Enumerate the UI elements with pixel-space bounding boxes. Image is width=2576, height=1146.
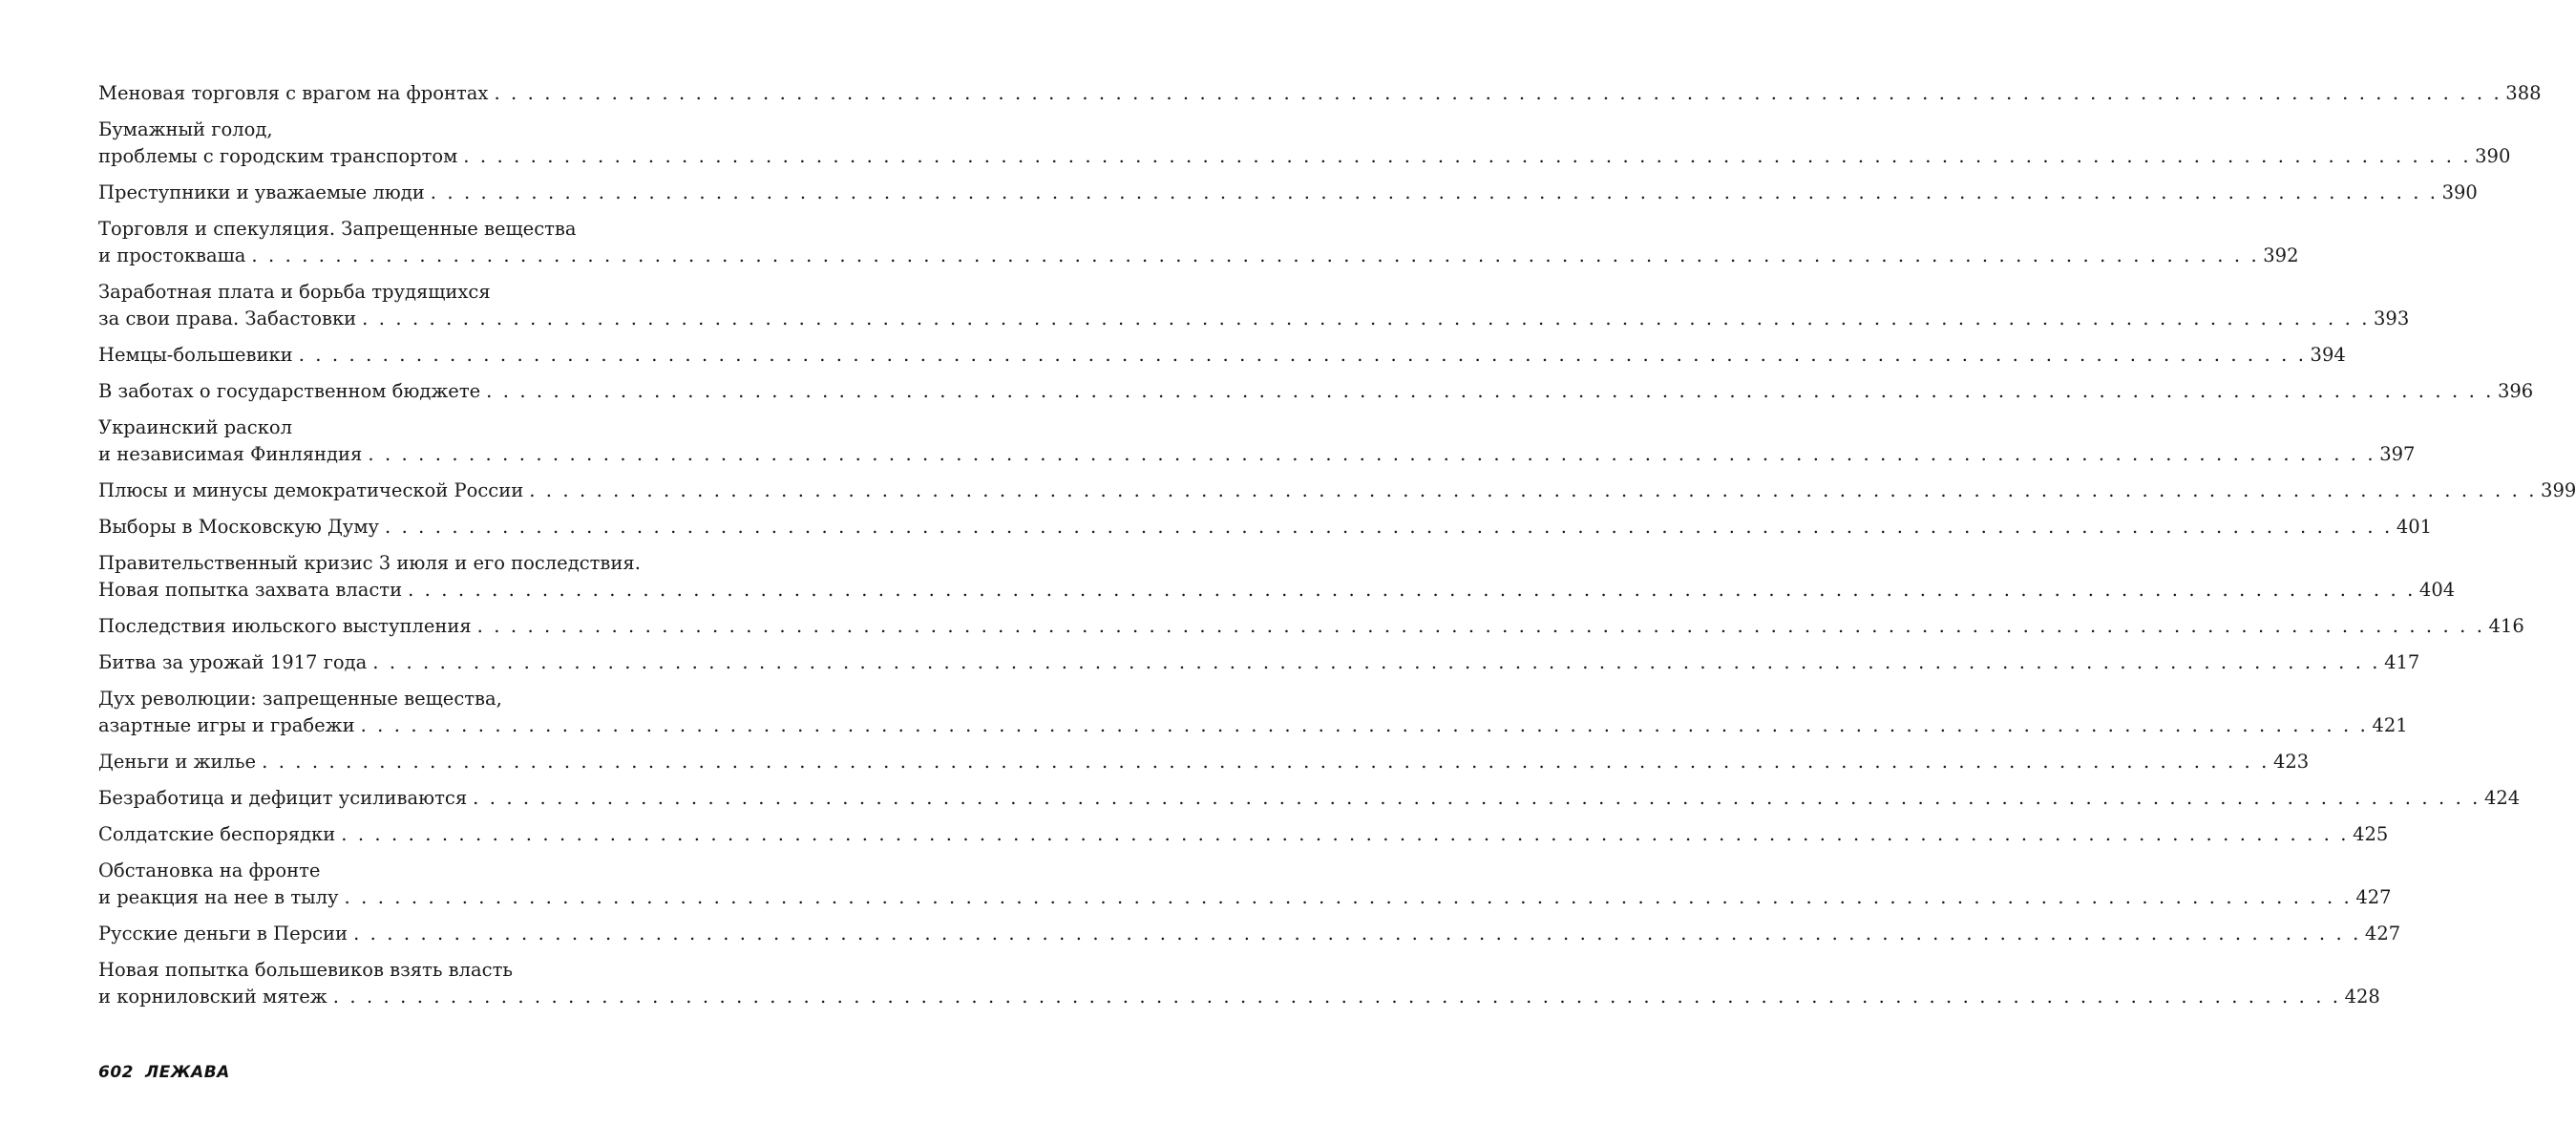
dot-leader: . . . . . . . . . . . . . . . . . . . . . . . . . . . . . . . . . . . . . . . . . . . . . . . . . . . . . . . . . . . . . . . . . . . . . . . . . . . . . . . . . . . . . . . . . . . . . . . . . . . . . . . . . . . . . . . . . . . . . . . . <box>408 579 2416 601</box>
toc-entry-title-line: проблемы с городским транспортом <box>98 145 458 167</box>
dot-leader: . . . . . . . . . . . . . . . . . . . . . . . . . . . . . . . . . . . . . . . . . . . . . . . . . . . . . . . . . . . . . . . . . . . . . . . . . . . . . . . . . . . . . . . . . . . . . . . . . . . . . . . . . . . . . . . . . . . . . . . . <box>344 886 2353 908</box>
toc-entry-title-line: Русские деньги в Персии <box>98 923 348 944</box>
toc-entry <box>98 378 2534 405</box>
dot-leader: . . . . . . . . . . . . . . . . . . . . . . . . . . . . . . . . . . . . . . . . . . . . . . . . . . . . . . . . . . . . . . . . . . . . . . . . . . . . . . . . . . . . . . . . . . . . . . . . . . . . . . . . . . . . . . . . . . . . . . . . <box>353 923 2361 944</box>
dot-leader: . . . . . . . . . . . . . . . . . . . . . . . . . . . . . . . . . . . . . . . . . . . . . . . . . . . . . . . . . . . . . . . . . . . . . . . . . . . . . . . . . . . . . . . . . . . . . . . . . . . . . . . . . . . . . . . . . . . . . . . . <box>251 244 2260 266</box>
toc-entry <box>98 957 2380 1010</box>
toc-entry <box>98 821 2389 848</box>
toc-entry-title-line: и реакция на нее в тылу <box>98 886 339 908</box>
dot-leader: . . . . . . . . . . . . . . . . . . . . . . . . . . . . . . . . . . . . . . . . . . . . . . . . . . . . . . . . . . . . . . . . . . . . . . . . . . . . . . . . . . . . . . . . . . . . . . . . . . . . . . . . . . . . . . . . . . . . . . . . <box>372 651 2381 673</box>
toc-entry-leader-row <box>98 649 2420 676</box>
toc-entry-leader-row <box>98 180 2478 206</box>
toc-entry-title-line: Новая попытка захвата власти <box>98 579 403 601</box>
toc-entry-title-line: азартные игры и грабежи <box>98 714 355 736</box>
toc-entry-leader-row <box>98 984 2380 1010</box>
toc-entry-title-line: Украинский раскол <box>98 416 293 438</box>
toc-entry-leader-row <box>98 785 2521 812</box>
footer-author: ЛЕЖАВА <box>145 1063 230 1082</box>
toc-entry-page-number: 424 <box>2483 787 2521 809</box>
toc-entry-title-line: Дух революции: запрещенные вещества, <box>98 688 502 710</box>
toc-entry <box>98 514 2433 541</box>
footer-page-number: 602 <box>98 1063 134 1082</box>
toc-entry <box>98 749 2310 775</box>
toc-entry <box>98 858 2392 911</box>
toc-entry <box>98 414 2416 468</box>
toc-entry <box>98 117 2511 170</box>
toc-entry-title-line: и корниловский мятеж <box>98 986 327 1008</box>
dot-leader: . . . . . . . . . . . . . . . . . . . . . . . . . . . . . . . . . . . . . . . . . . . . . . . . . . . . . . . . . . . . . . . . . . . . . . . . . . . . . . . . . . . . . . . . . . . . . . . . . . . . . . . . . . . . . . . . . . . . . . . . <box>476 615 2485 637</box>
toc-entry-leader-row <box>98 441 2416 468</box>
toc-entry-title-line: и независимая Финляндия <box>98 443 363 465</box>
toc-entry-title-line: Заработная плата и борьба трудящихся <box>98 281 491 303</box>
table-of-contents <box>98 80 2576 1020</box>
toc-entry <box>98 478 2576 504</box>
toc-entry <box>98 550 2456 604</box>
toc-entry <box>98 921 2401 947</box>
toc-entry-title-line: Меновая торговля с врагом на фронтах <box>98 82 489 104</box>
dot-leader: . . . . . . . . . . . . . . . . . . . . . . . . . . . . . . . . . . . . . . . . . . . . . . . . . . . . . . . . . . . . . . . . . . . . . . . . . . . . . . . . . . . . . . . . . . . . . . . . . . . . . . . . . . . . . . . . . . . . . . . . <box>360 714 2369 736</box>
toc-entry-page-number: 421 <box>2372 714 2408 736</box>
toc-entry-page-number: 427 <box>2364 923 2401 944</box>
toc-entry <box>98 613 2524 640</box>
toc-entry-title-line: Преступники и уважаемые люди <box>98 181 425 203</box>
toc-entry-leader-row <box>98 884 2392 911</box>
toc-entry-title-line: Обстановка на фронте <box>98 860 321 881</box>
toc-entry-title-line: В заботах о государственном бюджете <box>98 380 481 402</box>
dot-leader: . . . . . . . . . . . . . . . . . . . . . . . . . . . . . . . . . . . . . . . . . . . . . . . . . . . . . . . . . . . . . . . . . . . . . . . . . . . . . . . . . . . . . . . . . . . . . . . . . . . . . . . . . . . . . . . . . . . . . . . . <box>298 344 2307 366</box>
dot-leader: . . . . . . . . . . . . . . . . . . . . . . . . . . . . . . . . . . . . . . . . . . . . . . . . . . . . . . . . . . . . . . . . . . . . . . . . . . . . . . . . . . . . . . . . . . . . . . . . . . . . . . . . . . . . . . . . . . . . . . . . <box>494 82 2502 104</box>
toc-entry-page-number: 417 <box>2384 651 2420 673</box>
toc-entry <box>98 279 2410 332</box>
toc-entry <box>98 342 2346 369</box>
toc-entry-page-number: 392 <box>2263 244 2299 266</box>
toc-entry-leader-row <box>98 514 2433 541</box>
toc-entry-title-line: за свои права. Забастовки <box>98 308 357 329</box>
toc-entry-page-number: 393 <box>2374 308 2410 329</box>
toc-entry-leader-row <box>98 243 2299 269</box>
dot-leader: . . . . . . . . . . . . . . . . . . . . . . . . . . . . . . . . . . . . . . . . . . . . . . . . . . . . . . . . . . . . . . . . . . . . . . . . . . . . . . . . . . . . . . . . . . . . . . . . . . . . . . . . . . . . . . . . . . . . . . . . <box>473 787 2481 809</box>
toc-entry-page-number: 423 <box>2272 751 2310 773</box>
dot-leader: . . . . . . . . . . . . . . . . . . . . . . . . . . . . . . . . . . . . . . . . . . . . . . . . . . . . . . . . . . . . . . . . . . . . . . . . . . . . . . . . . . . . . . . . . . . . . . . . . . . . . . . . . . . . . . . . . . . . . . . . <box>529 479 2538 501</box>
toc-entry-leader-row <box>98 712 2408 739</box>
toc-entry <box>98 216 2299 269</box>
toc-entry <box>98 80 2542 107</box>
toc-entry-page-number: 399 <box>2541 479 2576 501</box>
toc-entry-title-line: Безработица и дефицит усиливаются <box>98 787 468 809</box>
toc-entry-page-number: 390 <box>2475 145 2511 167</box>
dot-leader: . . . . . . . . . . . . . . . . . . . . . . . . . . . . . . . . . . . . . . . . . . . . . . . . . . . . . . . . . . . . . . . . . . . . . . . . . . . . . . . . . . . . . . . . . . . . . . . . . . . . . . . . . . . . . . . . . . . . . . . . <box>486 380 2494 402</box>
toc-entry-page-number: 390 <box>2441 181 2478 203</box>
toc-entry-leader-row <box>98 80 2542 107</box>
toc-entry-title-line: Новая попытка большевиков взять власть <box>98 959 513 981</box>
toc-entry <box>98 649 2420 676</box>
dot-leader: . . . . . . . . . . . . . . . . . . . . . . . . . . . . . . . . . . . . . . . . . . . . . . . . . . . . . . . . . . . . . . . . . . . . . . . . . . . . . . . . . . . . . . . . . . . . . . . . . . . . . . . . . . . . . . . . . . . . . . . . <box>384 516 2393 538</box>
toc-entry-title-line: Плюсы и минусы демократической России <box>98 479 524 501</box>
toc-entry-leader-row <box>98 577 2456 604</box>
toc-entry-page-number: 394 <box>2310 344 2346 366</box>
toc-entry-page-number: 396 <box>2497 380 2534 402</box>
dot-leader: . . . . . . . . . . . . . . . . . . . . . . . . . . . . . . . . . . . . . . . . . . . . . . . . . . . . . . . . . . . . . . . . . . . . . . . . . . . . . . . . . . . . . . . . . . . . . . . . . . . . . . . . . . . . . . . . . . . . . . . . <box>341 823 2350 845</box>
toc-entry-page-number: 428 <box>2344 986 2380 1008</box>
toc-entry <box>98 785 2521 812</box>
toc-entry-leader-row <box>98 342 2346 369</box>
toc-entry-page-number: 427 <box>2355 886 2392 908</box>
toc-entry-title-line: Солдатские беспорядки <box>98 823 336 845</box>
toc-entry-title-line: Деньги и жилье <box>98 751 257 773</box>
toc-entry-page-number: 401 <box>2396 516 2433 538</box>
dot-leader: . . . . . . . . . . . . . . . . . . . . . . . . . . . . . . . . . . . . . . . . . . . . . . . . . . . . . . . . . . . . . . . . . . . . . . . . . . . . . . . . . . . . . . . . . . . . . . . . . . . . . . . . . . . . . . . . . . . . . . . . <box>430 181 2439 203</box>
dot-leader: . . . . . . . . . . . . . . . . . . . . . . . . . . . . . . . . . . . . . . . . . . . . . . . . . . . . . . . . . . . . . . . . . . . . . . . . . . . . . . . . . . . . . . . . . . . . . . . . . . . . . . . . . . . . . . . . . . . . . . . . <box>362 308 2370 329</box>
toc-entry-leader-row <box>98 921 2401 947</box>
dot-leader: . . . . . . . . . . . . . . . . . . . . . . . . . . . . . . . . . . . . . . . . . . . . . . . . . . . . . . . . . . . . . . . . . . . . . . . . . . . . . . . . . . . . . . . . . . . . . . . . . . . . . . . . . . . . . . . . . . . . . . . . <box>463 145 2472 167</box>
toc-entry-page-number: 397 <box>2379 443 2416 465</box>
page-footer <box>98 1063 230 1082</box>
toc-entry-title-line: Последствия июльского выступления <box>98 615 472 637</box>
toc-entry-leader-row <box>98 378 2534 405</box>
toc-entry-title-line: Бумажный голод, <box>98 118 273 140</box>
toc-entry-leader-row <box>98 306 2410 332</box>
dot-leader: . . . . . . . . . . . . . . . . . . . . . . . . . . . . . . . . . . . . . . . . . . . . . . . . . . . . . . . . . . . . . . . . . . . . . . . . . . . . . . . . . . . . . . . . . . . . . . . . . . . . . . . . . . . . . . . . . . . . . . . . <box>332 986 2341 1008</box>
toc-entry <box>98 686 2408 739</box>
toc-entry-page-number: 388 <box>2505 82 2542 104</box>
toc-entry-title-line: и простокваша <box>98 244 246 266</box>
toc-entry-leader-row <box>98 821 2389 848</box>
toc-entry-title-line: Битва за урожай 1917 года <box>98 651 368 673</box>
toc-entry-title-line: Правительственный кризис 3 июля и его последствия. <box>98 552 641 574</box>
dot-leader: . . . . . . . . . . . . . . . . . . . . . . . . . . . . . . . . . . . . . . . . . . . . . . . . . . . . . . . . . . . . . . . . . . . . . . . . . . . . . . . . . . . . . . . . . . . . . . . . . . . . . . . . . . . . . . . . . . . . . . . . <box>368 443 2376 465</box>
toc-entry-leader-row <box>98 143 2511 170</box>
toc-entry-title-line: Выборы в Московскую Думу <box>98 516 379 538</box>
toc-entry-title-line: Немцы-большевики <box>98 344 293 366</box>
toc-entry-leader-row <box>98 613 2524 640</box>
toc-entry <box>98 180 2478 206</box>
toc-entry-page-number: 425 <box>2353 823 2389 845</box>
toc-entry-title-line: Торговля и спекуляция. Запрещенные вещества <box>98 218 577 240</box>
toc-entry-leader-row <box>98 749 2310 775</box>
toc-entry-page-number: 404 <box>2418 579 2456 601</box>
toc-entry-leader-row <box>98 478 2576 504</box>
dot-leader: . . . . . . . . . . . . . . . . . . . . . . . . . . . . . . . . . . . . . . . . . . . . . . . . . . . . . . . . . . . . . . . . . . . . . . . . . . . . . . . . . . . . . . . . . . . . . . . . . . . . . . . . . . . . . . . . . . . . . . . . <box>262 751 2270 773</box>
toc-entry-page-number: 416 <box>2488 615 2524 637</box>
